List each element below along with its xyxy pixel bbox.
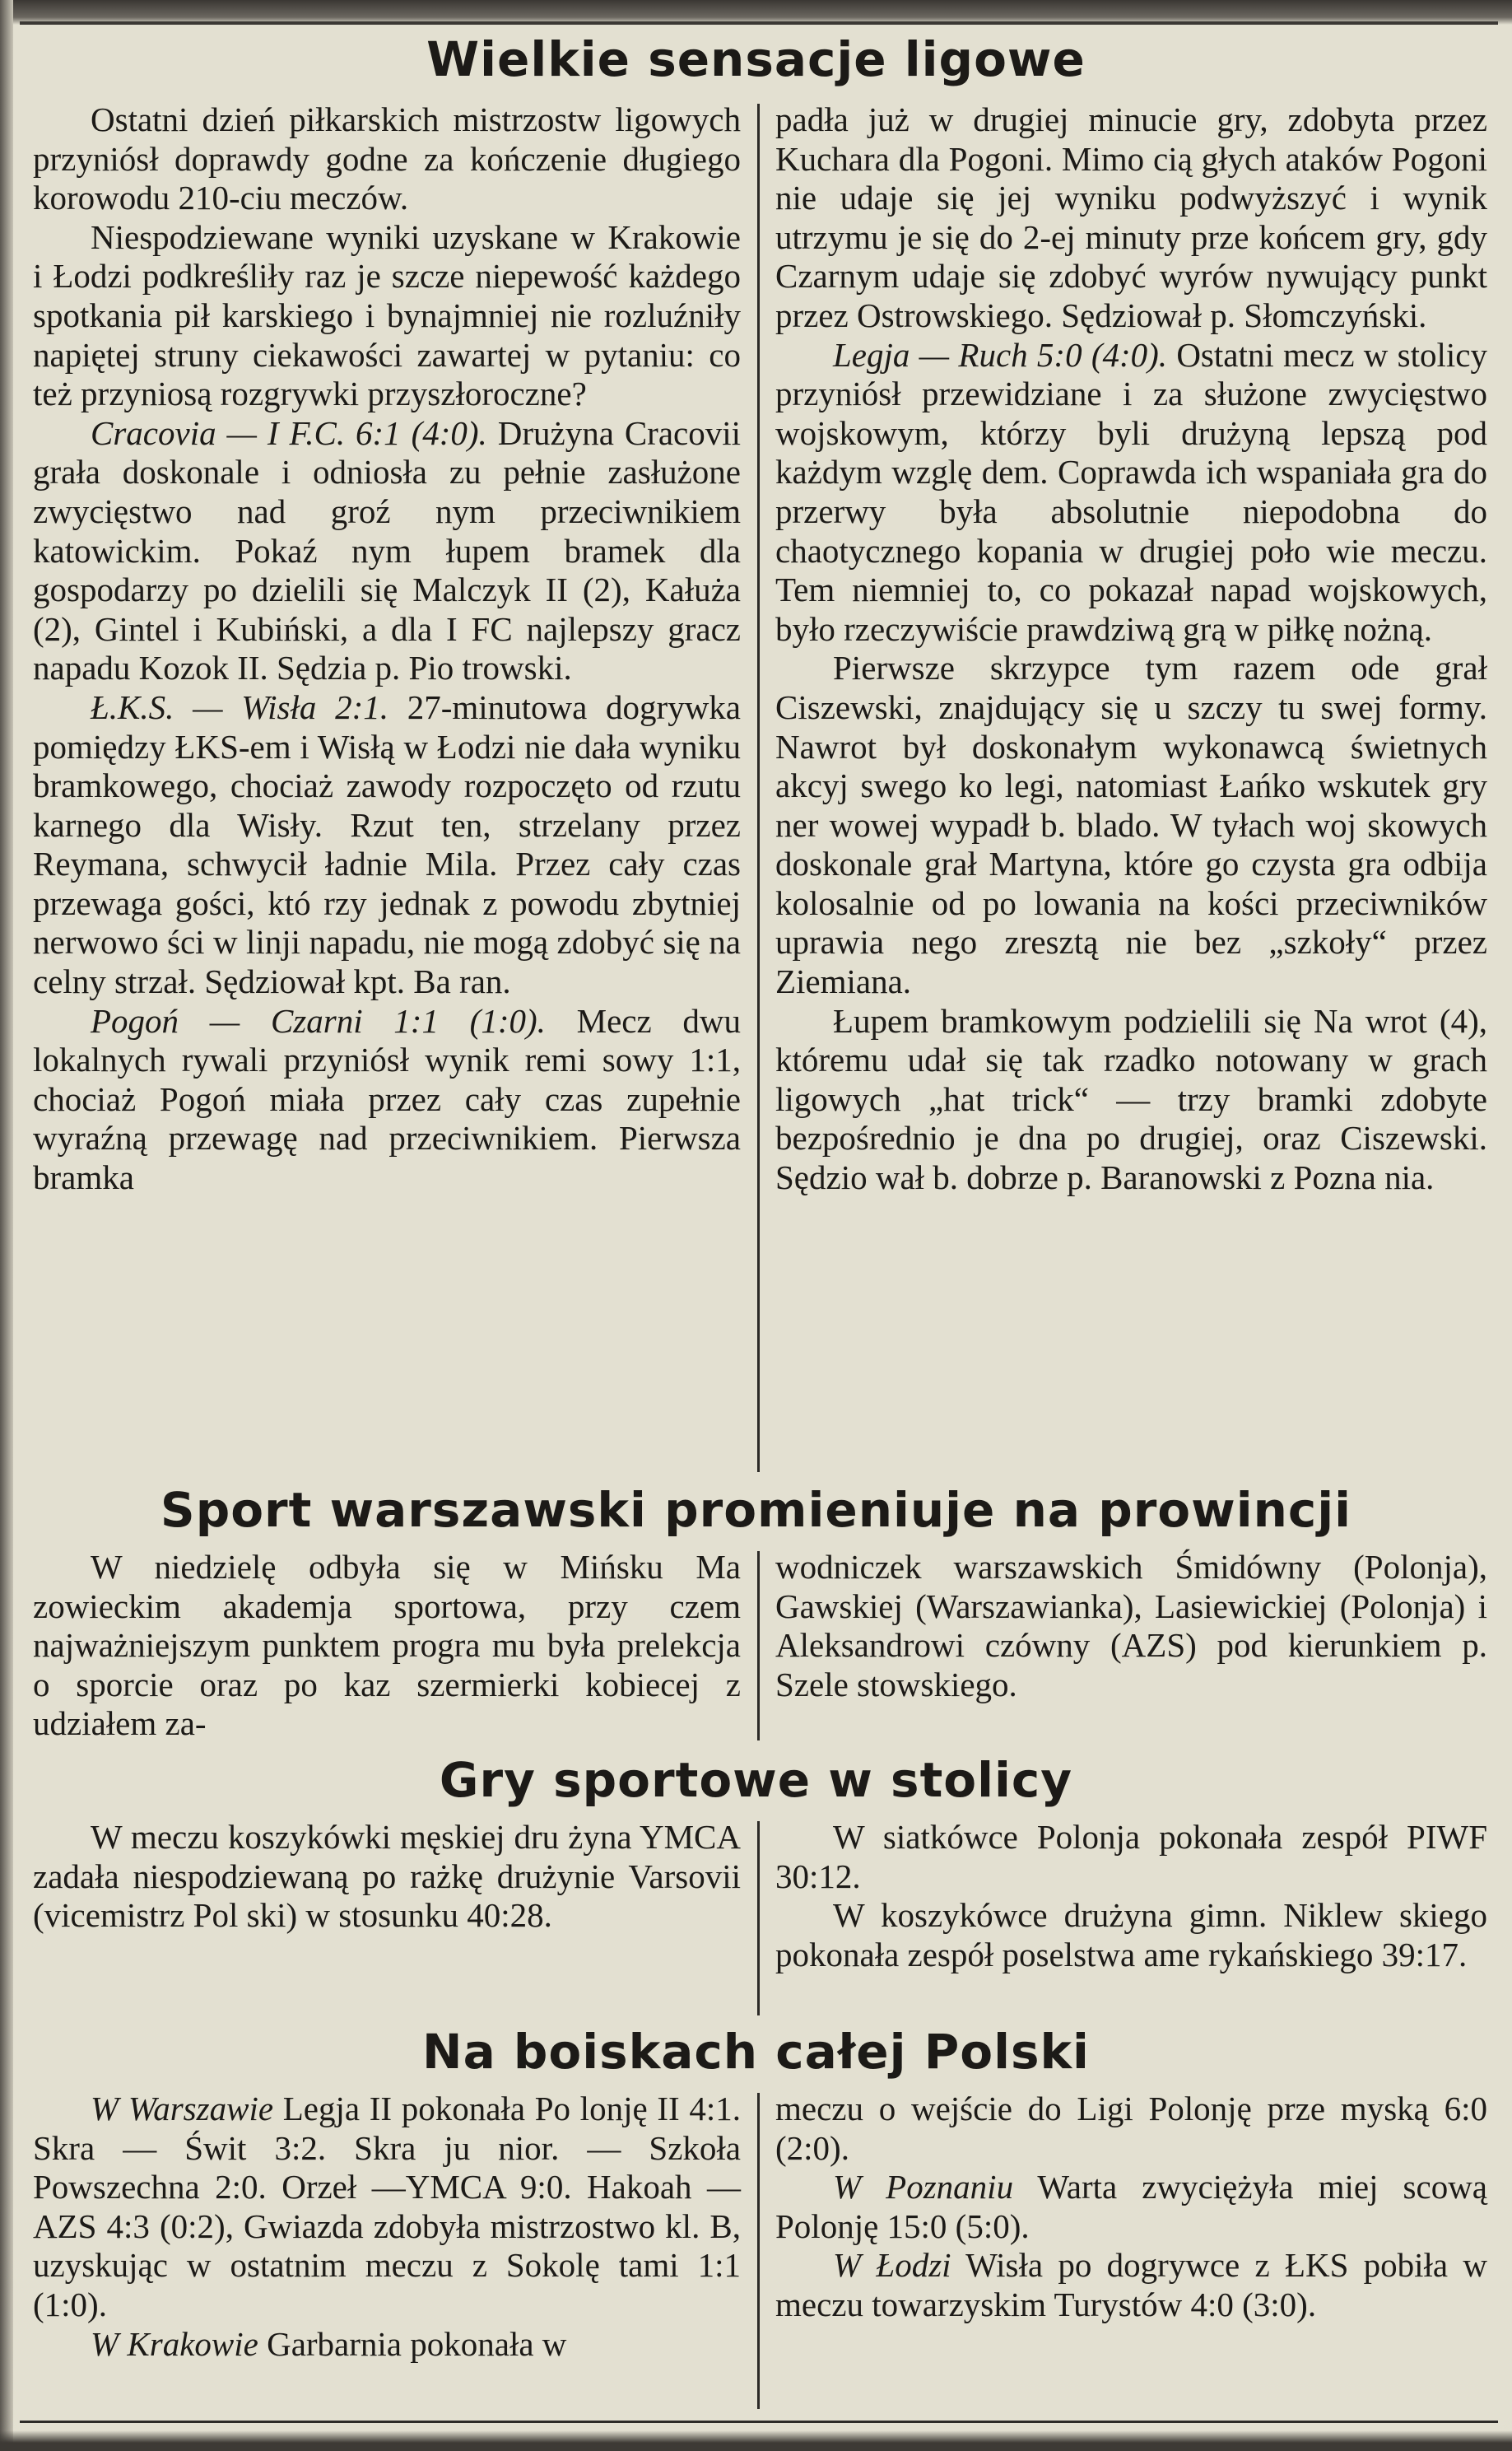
paragraph: [775, 1818, 1487, 1896]
paragraph: [775, 2246, 1487, 2324]
paragraph-text: Warta zwyciężyła miej scową Polonję 15:0 (5:0).: [775, 2168, 1488, 2245]
paragraph-lead: W Łodzi: [833, 2246, 951, 2285]
paragraph-text: meczu o wejście do Ligi Polonję prze myską 6:0 (2:0).: [775, 2090, 1487, 2167]
paragraph-lead: W Poznaniu: [833, 2168, 1014, 2206]
bottom-rule: [20, 2421, 1498, 2423]
paragraph-text: Mecz dwu lokalnych rywali przyniósł wynik remi sowy 1:1, chociaż Pogoń miała przez cały czas zupełnie wyraźną przewagę nad przeciwnikiem. Pierwsza bramka: [33, 1001, 741, 1197]
paragraph-text: W meczu koszykówki męskiej dru żyna YMCA zadała niespodziewaną po rażkę drużynie Varsovii (vicemistrz Pol ski) w stosunku 40:28.: [33, 1818, 741, 1935]
paragraph-lead: Cracovia — I F.C. 6:1 (4:0).: [91, 413, 487, 452]
paragraph-text: 27-minutowa dogrywka pomiędzy ŁKS-em i Wisłą w Łodzi nie dała wyniku bramkowego, chociaż zawody rozpoczęto od rzutu karnego dla Wisły. Rzut ten, strzelany przez Reymana, schwycił ładnie Mila. Przez cały czas przewaga gości, któ rzy jednak z powodu zbytniej nerwowo ści w linji napadu, nie mogą zdobyć się na celny strzał. Sędziował kpt. Ba ran.: [33, 687, 741, 1001]
paragraph: [33, 1002, 741, 1198]
column-rule-4: [757, 2093, 760, 2409]
section-3-right-column: [775, 1818, 1487, 1974]
paragraph: [33, 2325, 741, 2365]
section-1-right-column: [775, 100, 1487, 1198]
paragraph-text: W koszykówce drużyna gimn. Niklew skiego pokonała zespół poselstwa ame rykańskiego 39:17.: [775, 1896, 1487, 1973]
paragraph-text: Wisła po dogrywce z ŁKS pobiła w meczu towarzyskim Turystów 4:0 (3:0).: [775, 2246, 1487, 2323]
paragraph-text: W siatkówce Polonja pokonała zespół PIWF 30:12.: [775, 1818, 1487, 1895]
paragraph: [33, 218, 741, 414]
paragraph-text: Garbarnia pokonała w: [258, 2324, 567, 2363]
paragraph: [775, 336, 1487, 650]
paragraph-text: Pierwsze skrzypce tym razem ode grał Ciszewski, znajdujący się u szczy tu swej formy. Nawrot był doskonałym wykonawcą świetnych akcyj swego ko legi, natomiast Łańko wskutek gry ner wowej wypadł b. blado. W tyłach woj skowych doskonale grał Martyna, które go czysta gra odbija kolosalnie od po lowania na kości przeciwników uprawia nego zresztą nie bez „szkoły“ przez Ziemiana.: [775, 649, 1487, 1001]
headline-2: Sport warszawski promieniuje na prowincji: [160, 1482, 1352, 1538]
section-3-left-column: [33, 1818, 741, 1936]
paragraph: [775, 2090, 1487, 2168]
paragraph-text: padła już w drugiej minucie gry, zdobyta przez Kuchara dla Pogoni. Mimo cią głych ataków Pogoni nie udaje się jej wyniku podwyższyć i wynik utrzymu je się do 2-ej minuty prze końcem gry, gdy Czarnym udaje się zdobyć wyrów nywujący punkt przez Ostrowskiego. Sędziował p. Słomczyński.: [775, 100, 1487, 334]
paragraph-text: W niedzielę odbyła się w Mińsku Ma zowieckim akademja sportowa, przy czem najważniejszym punktem progra mu była prelekcja o sporcie oraz po kaz szermierki kobiecej z udziałem za-: [33, 1548, 741, 1743]
paragraph: [775, 100, 1487, 336]
paragraph-text: Łupem bramkowym podzielili się Na wrot (4), któremu udał się tak rzadko notowany w grach ligowych „hat trick“ — trzy bramki zdobyte bezpośrednio je dna po drugiej, oraz Ciszewski. Sędzio wał b. dobrze p. Baranowski z Pozna nia.: [775, 1001, 1487, 1197]
paragraph-lead: W Krakowie: [91, 2324, 258, 2363]
column-rule-2: [757, 1551, 760, 1740]
headline-3: Gry sportowe w stolicy: [439, 1752, 1073, 1808]
paragraph-text: Legja II pokonała Po lonję II 4:1. Skra — Świt 3:2. Skra ju nior. — Szkoła Powszechna 2:0. Orzeł —YMCA 9:0. Hakoah — AZS 4:3 (0:2), Gwiazda zdobyła mistrzostwo kl. B, uzyskując w ostatnim meczu z Sokolę tami 1:1 (1:0).: [33, 2090, 741, 2323]
section-4-right-column: [775, 2090, 1487, 2325]
paragraph-lead: Legja — Ruch 5:0 (4:0).: [833, 335, 1168, 374]
paragraph: [33, 1548, 741, 1744]
paragraph-text: wodniczek warszawskich Śmidówny (Polonja), Gawskiej (Warszawianka), Lasiewickiej (Polonja) i Aleksandrowi czówny (AZS) pod kierunkiem p. Szele stowskiego.: [775, 1548, 1487, 1703]
headline-4: Na boiskach całej Polski: [422, 2024, 1090, 2080]
cropped-next-headline: [0, 2430, 1512, 2451]
paragraph-lead: W Warszawie: [91, 2090, 274, 2127]
paragraph-text: Ostatni mecz w stolicy przyniósł przewidziane i za służone zwycięstwo wojskowym, którzy byli drużyną lepszą pod każdym wzglę dem. Coprawda ich wspaniała gra do przerwy była absolutnie niepodobna do chaotycznego kopania w drugiej poło wie meczu. Tem niemniej to, co pokazał napad wojskowych, było rzeczywiście prawdziwą grą w piłkę nożną.: [775, 335, 1487, 648]
paragraph-text: Drużyna Cracovii grała doskonale i odniosła zu pełnie zasłużone zwycięstwo nad groź nym przeciwnikiem katowickim. Pokaź nym łupem bramek dla gospodarzy po dzielili się Malczyk II (2), Kałuża (2), Gintel i Kubiński, a dla I FC najlepszy gracz napadu Kozok II. Sędzia p. Pio trowski.: [33, 413, 742, 687]
section-2-right-column: [775, 1548, 1487, 1704]
column-rule-1: [757, 104, 760, 1472]
section-4-left-column: [33, 2090, 741, 2364]
section-2-left-column: [33, 1548, 741, 1744]
paragraph: [775, 1896, 1487, 1974]
paragraph: [33, 688, 741, 1002]
section-1-left-column: [33, 100, 741, 1198]
headline-1: Wielkie sensacje ligowe: [426, 31, 1086, 87]
paragraph-text: Niespodziewane wyniki uzyskane w Krakowie i Łodzi podkreśliły raz je szcze niepewość każdego spotkania pił karskiego i bynajmniej nie rozluźniły napiętej struny ciekawości zawartej w pytaniu: co też przyniosą rozgrywki przyszłoroczne?: [33, 217, 741, 413]
paragraph: [33, 100, 741, 218]
paragraph: [33, 1818, 741, 1936]
paragraph: [33, 414, 741, 688]
paragraph: [775, 2168, 1487, 2246]
top-rule: [20, 21, 1498, 25]
paragraph: [775, 1548, 1487, 1704]
paragraph-lead: Pogoń — Czarni 1:1 (1:0).: [91, 1001, 546, 1040]
column-rule-3: [757, 1821, 760, 2015]
page-edge: [0, 0, 13, 2451]
paragraph: [775, 649, 1487, 1001]
paragraph: [33, 2090, 741, 2325]
paragraph: [775, 1002, 1487, 1198]
paragraph-text: Ostatni dzień piłkarskich mistrzostw ligowych przyniósł doprawdy godne za kończenie długiego korowodu 210-ciu meczów.: [33, 100, 741, 217]
paragraph-lead: Ł.K.S. — Wisła 2:1.: [91, 687, 388, 726]
